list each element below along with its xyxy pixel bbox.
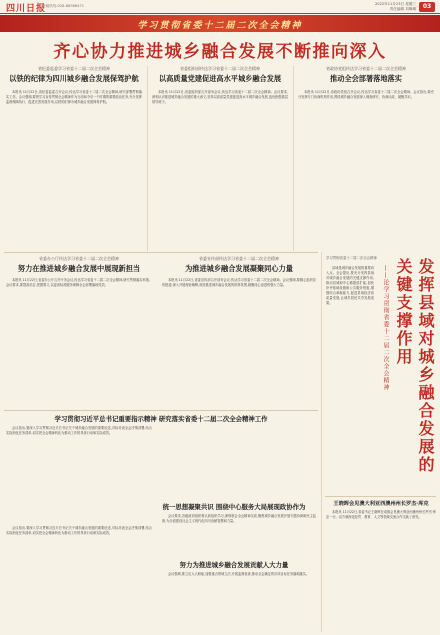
article-1-header (4, 66, 144, 84)
article-title: 以高质量党建促进高水平城乡融合发展 (158, 74, 282, 83)
date-editor-info (375, 2, 416, 12)
article-kicker: 省委宣传部传达学习省委十二届二次全会精神 (199, 256, 279, 261)
article-paragraph: 会议要求,各级政协组织要认真组织学习,深刻领会全会精神实质,聚焦城乡融合发展开展专题协商和民主监督,为全面建设社会主义现代化四川贡献智慧和力量。 (162, 514, 316, 523)
article-paragraph: 会议指出,要深入学习贯彻习近平总书记关于城乡融合发展的重要论述,对标对表全会决策部署,结合实际细化任务清单,切实把全会精神转化为推动工作的具体行动和实际成效。 (6, 426, 152, 435)
article-paragraph: 本报讯 11月22日,省纪委监委召开会议,传达学习省委十二届二次全会精神,研究部署贯彻落实工作。会议强调,要把学习宣传贯彻全会精神作为当前和今后一个时期的重要政治任务,充分发挥监督保障执行、促进完善发展作用,以铁的纪律为城乡融合发展保驾护航。 (6, 90, 142, 104)
article-kicker: 省委组织部传达学习省委十二届二次全会精神 (180, 66, 260, 71)
main-headline: 齐心协力推进城乡融合发展不断推向深入 (53, 42, 387, 62)
feature-title: 发挥县域对城乡融合发展的关键支撑作用 (394, 258, 435, 474)
feature-subtitle: ——论学习贯彻省委十二届二次全会精神 (382, 265, 389, 391)
article-3-header (296, 66, 436, 84)
article-paragraph: 会议强调,要立足人大职能,加强重点领域立法,开展监督检查,推动全会确定的各项目标任务落地落实。 (168, 572, 310, 576)
article-3-body (298, 90, 434, 248)
article-1-body (6, 90, 142, 248)
feature-paragraph: 县域是城乡融合发展的重要切入点。全会提出,要充分发挥县域对城乡融合发展的关键支撑作用,推动县城和中心镇提质扩能,加快补齐基础设施和公共服务短板,增强综合承载能力,促进县域经济高质量发展,让城乡居民共享发展成果。 (326, 266, 374, 305)
article-kicker: 省委办公厅传达学习省委十二届二次全会精神 (39, 256, 119, 261)
article-6-continued (6, 526, 152, 630)
article-title: 努力在推进城乡融合发展中展现新担当 (17, 264, 141, 273)
article-title: 推动全会部署落地落实 (330, 74, 402, 83)
article-paragraph: 本报讯 11月22日,省委宣传部召开部务会议,传达学习省委十二届二次全会精神。会议强调,要精心组织宣传报道,深入开展理论阐释,营造推进城乡融合发展的浓厚氛围,凝聚同心奋进的强大力量。 (162, 278, 316, 287)
editor-line: 责任编辑 刘琳琳 (389, 6, 416, 11)
sub-article-body (326, 510, 436, 602)
sub-article-paragraph: 本报讯 11月22日,省委书记王晓晖在成都会见澳大利亚西澳州州长罗杰·库克一行。双方就深化经贸、教育、人文等领域交流合作交换了意见。 (326, 510, 436, 519)
article-8-body (162, 572, 316, 630)
article-6-title: 学习贯彻习近平总书记重要指示精神 研究落实省委十二届二次全会精神工作 (54, 415, 268, 423)
row-divider (325, 496, 436, 497)
date-line: 2022年11月23日 星期三 (375, 2, 416, 6)
sub-article-title: 王晓晖会见澳大利亚西澳州州长罗杰·库克 (333, 501, 429, 507)
newspaper-logo: 四川日报 (6, 4, 47, 14)
article-paragraph: 会议指出,要深入学习贯彻习近平总书记关于城乡融合发展的重要论述,对标对表全会决策部署,结合实际细化任务清单,切实把全会精神转化为推动工作的具体行动和实际成效。 (6, 526, 152, 535)
article-8-title: 努力为推进城乡融合发展贡献人大力量 (179, 561, 289, 569)
row-divider (4, 252, 318, 253)
feature-body (326, 266, 374, 492)
page-number-badge: 03 (419, 2, 435, 12)
column-divider (321, 252, 322, 632)
article-6-body (6, 426, 152, 522)
article-title: 为推进城乡融合发展凝聚同心力量 (185, 264, 293, 273)
topic-banner (0, 15, 440, 32)
article-5-body (162, 278, 316, 408)
article-2-header (150, 66, 290, 84)
column-divider (147, 66, 148, 251)
article-paragraph: 本报讯 11月22日,省委办公厅召开厅务会议,传达学习省委十二届二次全会精神,研究贯彻落实举措。会议要求,要提高站位,把握要义,以更高标准服务保障全会部署落地见效。 (6, 278, 152, 287)
article-2-body (152, 90, 288, 248)
feature-section-label: 学习贯彻省委十二届二次全会精神 (326, 256, 377, 260)
article-kicker: 省纪委监委学习省委十二届二次全会精神 (38, 66, 110, 71)
masthead (0, 0, 440, 14)
article-4-body (6, 278, 152, 408)
article-5-header (160, 256, 318, 274)
article-paragraph: 本报讯 11月22日,省委组织部召开部务会议,传达学习省委十二届二次全会精神。会议要求,深刻认识推进城乡融合发展的重大意义,坚持以高质量党建促进高水平城乡融合发展,选优配强基层领导班子。 (152, 90, 288, 104)
column-divider (293, 66, 294, 251)
article-4-header (4, 256, 154, 274)
article-paragraph: 本报讯 11月22日,省政协党组召开会议,传达学习省委十二届二次全会精神。会议指出,要充分发挥专门协商机构作用,围绕城乡融合发展深入调查研究、协商议政、凝聚共识。 (298, 90, 434, 99)
article-kicker: 省政协党组传达学习省委十二届二次全会精神 (326, 66, 406, 71)
hotline-text: 投稿热线:028-86968471 (42, 4, 85, 8)
article-7-body (162, 514, 316, 554)
article-7-title: 统一思想凝聚共识 围绕中心服务大局展现政协作为 (162, 503, 306, 511)
article-title: 以铁的纪律为四川城乡融合发展保驾护航 (9, 74, 139, 83)
banner-text: 学习贯彻省委十二届二次全会精神 (137, 21, 303, 31)
row-divider (4, 410, 318, 411)
